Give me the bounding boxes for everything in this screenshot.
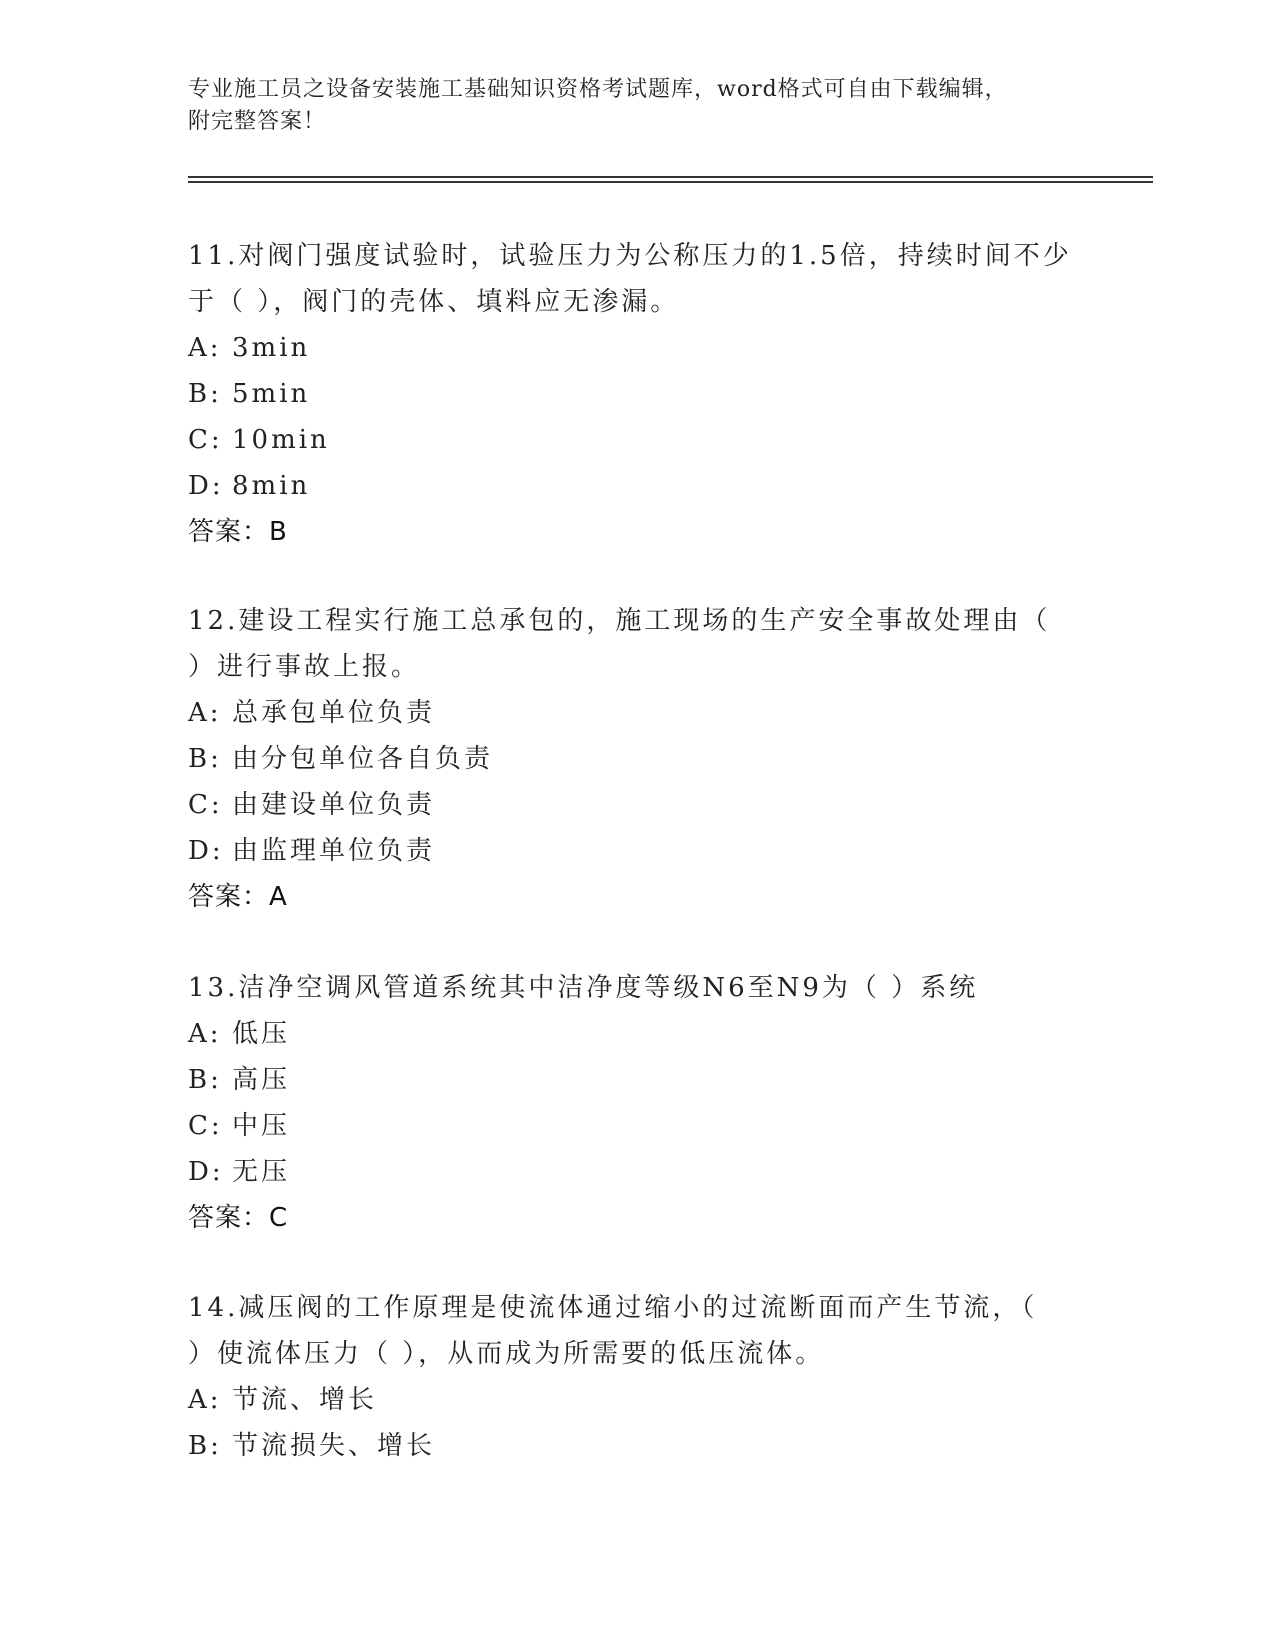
option-b [188,736,1088,782]
question-stem-line: 11.对阀门强度试验时，试验压力为公称压力的1.5倍，持续时间不少 [188,241,1072,271]
option-text: 无压 [232,1157,291,1187]
option-b [188,371,1088,417]
question-11 [188,233,1088,555]
answer: 答案：B [188,517,288,547]
option-text: 3min [232,333,311,363]
answer: 答案：C [188,1203,289,1233]
option-text: 由监理单位负责 [232,836,436,866]
answer: 答案：A [188,882,288,912]
option-text: 总承包单位负责 [232,698,436,728]
option-text: 低压 [232,1019,291,1049]
option-key: A: [188,333,222,363]
option-key: C: [188,425,223,455]
option-c [188,417,1088,463]
question-14 [188,1285,1088,1469]
option-key: B: [188,379,222,409]
option-text: 节流、增长 [232,1385,378,1415]
option-text: 10min [232,425,330,455]
header-divider-bottom [188,181,1153,183]
header-line-1: 专业施工员之设备安装施工基础知识资格考试题库，word格式可自由下载编辑， [188,77,1008,102]
option-key: B: [188,1431,222,1461]
question-stem-line: 13.洁净空调风管道系统其中洁净度等级N6至N9为（ ）系统 [188,973,979,1003]
question-stem [188,598,1088,690]
option-key: A: [188,1019,222,1049]
question-stem [188,1285,1088,1377]
question-12 [188,598,1088,920]
option-key: D: [188,1157,224,1187]
option-text: 8min [232,471,311,501]
option-key: C: [188,790,223,820]
question-stem-line: 于（ ），阀门的壳体、填料应无渗漏。 [188,287,680,317]
header-line-2: 附完整答案！ [188,109,327,134]
option-key: D: [188,471,224,501]
option-d [188,828,1088,874]
option-d [188,463,1088,509]
header-divider-top [188,176,1153,178]
option-b [188,1057,1088,1103]
option-a [188,1377,1088,1423]
option-key: B: [188,744,222,774]
option-text: 高压 [232,1065,291,1095]
question-stem-line: 12.建设工程实行施工总承包的，施工现场的生产安全事故处理由（ [188,606,1051,636]
option-text: 中压 [232,1111,291,1141]
option-a [188,325,1088,371]
option-c [188,782,1088,828]
option-a [188,1011,1088,1057]
option-key: C: [188,1111,223,1141]
option-c [188,1103,1088,1149]
question-stem-line: ）使流体压力（ ），从而成为所需要的低压流体。 [188,1339,825,1369]
question-stem-line: 14.减压阀的工作原理是使流体通过缩小的过流断面而产生节流，（ [188,1293,1038,1323]
option-key: B: [188,1065,222,1095]
document-header [188,74,1148,138]
option-key: A: [188,698,222,728]
option-key: A: [188,1385,222,1415]
question-stem [188,233,1088,325]
question-stem-line: ）进行事故上报。 [188,652,421,682]
option-key: D: [188,836,224,866]
question-13 [188,965,1088,1241]
option-text: 由分包单位各自负责 [232,744,494,774]
option-a [188,690,1088,736]
option-text: 节流损失、增长 [232,1431,436,1461]
question-stem [188,965,1088,1011]
option-d [188,1149,1088,1195]
option-b [188,1423,1088,1469]
option-text: 由建设单位负责 [232,790,436,820]
option-text: 5min [232,379,311,409]
